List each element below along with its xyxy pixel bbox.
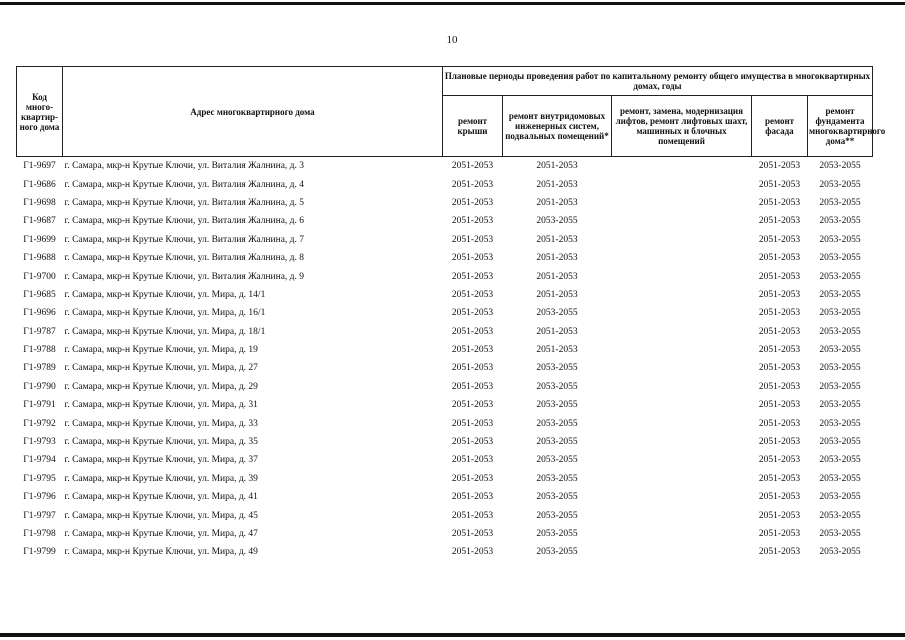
cell-facade: 2051-2053 (758, 216, 801, 227)
cell-systems: 2053-2055 (536, 308, 578, 319)
table-row (17, 157, 873, 176)
table-row (17, 506, 873, 524)
table-row (17, 470, 873, 488)
top-rule (0, 2, 905, 5)
cell-address: г. Самара, мкр-н Крутые Ключи, ул. Мира, д. 31 (64, 400, 258, 411)
cell-roof: 2051-2053 (451, 345, 494, 356)
cell-code: Г1-9797 (23, 510, 56, 521)
cell-facade: 2051-2053 (758, 197, 801, 208)
cell-lifts (612, 341, 752, 359)
cell-foundation: 2053-2055 (819, 179, 861, 190)
cell-lifts (612, 359, 752, 377)
table-row (17, 286, 873, 304)
cell-code: Г1-9793 (23, 437, 56, 448)
cell-roof: 2051-2053 (451, 363, 494, 374)
cell-facade: 2051-2053 (758, 271, 801, 282)
cell-systems: 2053-2055 (536, 216, 578, 227)
cell-address: г. Самара, мкр-н Крутые Ключи, ул. Виталия Жалнина, д. 7 (64, 234, 305, 245)
cell-foundation: 2053-2055 (819, 289, 861, 300)
cell-systems: 2053-2055 (536, 363, 578, 374)
cell-lifts (612, 414, 752, 432)
cell-roof: 2051-2053 (451, 179, 494, 190)
cell-code: Г1-9696 (23, 308, 56, 319)
cell-systems: 2053-2055 (536, 400, 578, 411)
cell-foundation: 2053-2055 (819, 418, 861, 429)
cell-roof: 2051-2053 (451, 326, 494, 337)
cell-lifts (612, 451, 752, 469)
bottom-rule (0, 633, 905, 637)
cell-address: г. Самара, мкр-н Крутые Ключи, ул. Виталия Жалнина, д. 6 (64, 216, 305, 227)
cell-foundation: 2053-2055 (819, 161, 861, 172)
cell-address: г. Самара, мкр-н Крутые Ключи, ул. Мира, д. 14/1 (64, 289, 266, 300)
header-systems: ремонт внутридомовых инженерных систем, подвальных помещений* (503, 96, 612, 157)
cell-systems: 2051-2053 (536, 179, 578, 190)
cell-systems: 2051-2053 (536, 271, 578, 282)
table-row (17, 414, 873, 432)
cell-foundation: 2053-2055 (819, 400, 861, 411)
cell-systems: 2053-2055 (536, 547, 578, 558)
cell-foundation: 2053-2055 (819, 547, 861, 558)
cell-facade: 2051-2053 (758, 400, 801, 411)
cell-lifts (612, 304, 752, 322)
cell-lifts (612, 525, 752, 543)
cell-roof: 2051-2053 (451, 253, 494, 264)
cell-roof: 2051-2053 (451, 400, 494, 411)
header-roof: ремонт крыши (443, 96, 503, 157)
cell-facade: 2051-2053 (758, 345, 801, 356)
table-row (17, 267, 873, 285)
cell-facade: 2051-2053 (758, 161, 801, 172)
cell-systems: 2051-2053 (536, 253, 578, 264)
cell-facade: 2051-2053 (758, 326, 801, 337)
cell-facade: 2051-2053 (758, 437, 801, 448)
cell-address: г. Самара, мкр-н Крутые Ключи, ул. Мира, д. 33 (64, 418, 258, 429)
cell-systems: 2053-2055 (536, 473, 578, 484)
cell-code: Г1-9790 (23, 381, 56, 392)
cell-roof: 2051-2053 (451, 161, 494, 172)
cell-roof: 2051-2053 (451, 437, 494, 448)
cell-lifts (612, 323, 752, 341)
cell-code: Г1-9794 (23, 455, 56, 466)
cell-roof: 2051-2053 (451, 492, 494, 503)
cell-facade: 2051-2053 (758, 179, 801, 190)
cell-lifts (612, 433, 752, 451)
cell-lifts (612, 396, 752, 414)
cell-address: г. Самара, мкр-н Крутые Ключи, ул. Мира, д. 35 (64, 437, 258, 448)
cell-facade: 2051-2053 (758, 418, 801, 429)
cell-facade: 2051-2053 (758, 363, 801, 374)
cell-code: Г1-9788 (23, 345, 56, 356)
cell-systems: 2053-2055 (536, 437, 578, 448)
cell-lifts (612, 506, 752, 524)
cell-facade: 2051-2053 (758, 253, 801, 264)
cell-systems: 2051-2053 (536, 326, 578, 337)
cell-code: Г1-9799 (23, 547, 56, 558)
cell-code: Г1-9697 (23, 161, 56, 172)
cell-roof: 2051-2053 (451, 308, 494, 319)
cell-facade: 2051-2053 (758, 455, 801, 466)
cell-systems: 2053-2055 (536, 455, 578, 466)
cell-lifts (612, 212, 752, 230)
table-row (17, 488, 873, 506)
cell-lifts (612, 249, 752, 267)
table-row (17, 396, 873, 414)
cell-address: г. Самара, мкр-н Крутые Ключи, ул. Виталия Жалнина, д. 3 (64, 161, 305, 172)
cell-foundation: 2053-2055 (819, 308, 861, 319)
table-row (17, 433, 873, 451)
cell-code: Г1-9789 (23, 363, 56, 374)
cell-systems: 2053-2055 (536, 492, 578, 503)
cell-facade: 2051-2053 (758, 547, 801, 558)
cell-foundation: 2053-2055 (819, 234, 861, 245)
cell-foundation: 2053-2055 (819, 492, 861, 503)
cell-roof: 2051-2053 (451, 216, 494, 227)
cell-foundation: 2053-2055 (819, 345, 861, 356)
cell-code: Г1-9688 (23, 253, 56, 264)
cell-foundation: 2053-2055 (819, 510, 861, 521)
header-code: Код много-квартир-ного дома (17, 67, 63, 157)
cell-roof: 2051-2053 (451, 529, 494, 539)
cell-address: г. Самара, мкр-н Крутые Ключи, ул. Мира, д. 41 (64, 492, 258, 503)
cell-systems: 2051-2053 (536, 234, 578, 245)
cell-roof: 2051-2053 (451, 271, 494, 282)
cell-roof: 2051-2053 (451, 381, 494, 392)
cell-address: г. Самара, мкр-н Крутые Ключи, ул. Виталия Жалнина, д. 4 (64, 179, 305, 190)
cell-lifts (612, 194, 752, 212)
cell-address: г. Самара, мкр-н Крутые Ключи, ул. Мира, д. 29 (64, 381, 258, 392)
cell-code: Г1-9798 (23, 529, 56, 539)
cell-address: г. Самара, мкр-н Крутые Ключи, ул. Виталия Жалнина, д. 5 (64, 197, 305, 208)
cell-systems: 2053-2055 (536, 418, 578, 429)
header-address: Адрес многоквартирного дома (63, 67, 443, 157)
cell-systems: 2051-2053 (536, 197, 578, 208)
table-row (17, 525, 873, 543)
cell-code: Г1-9700 (23, 271, 56, 282)
cell-address: г. Самара, мкр-н Крутые Ключи, ул. Мира, д. 18/1 (64, 326, 266, 337)
table-row (17, 359, 873, 377)
cell-foundation: 2053-2055 (819, 216, 861, 227)
cell-code: Г1-9787 (23, 326, 56, 337)
cell-lifts (612, 470, 752, 488)
cell-code: Г1-9795 (23, 473, 56, 484)
cell-address: г. Самара, мкр-н Крутые Ключи, ул. Мира, д. 47 (64, 529, 258, 539)
page-number: 10 (446, 34, 458, 46)
header-foundation: ремонт фундамента многоквартирного дома** (808, 96, 873, 157)
cell-roof: 2051-2053 (451, 473, 494, 484)
cell-foundation: 2053-2055 (819, 253, 861, 264)
cell-lifts (612, 286, 752, 304)
cell-foundation: 2053-2055 (819, 271, 861, 282)
cell-address: г. Самара, мкр-н Крутые Ключи, ул. Мира, д. 19 (64, 345, 258, 356)
header-facade: ремонт фасада (752, 96, 808, 157)
cell-code: Г1-9685 (23, 289, 56, 300)
cell-lifts (612, 543, 752, 561)
cell-foundation: 2053-2055 (819, 197, 861, 208)
cell-foundation: 2053-2055 (819, 473, 861, 484)
cell-systems: 2051-2053 (536, 161, 578, 172)
cell-lifts (612, 157, 752, 176)
cell-address: г. Самара, мкр-н Крутые Ключи, ул. Мира, д. 27 (64, 363, 258, 374)
cell-facade: 2051-2053 (758, 234, 801, 245)
cell-lifts (612, 231, 752, 249)
cell-systems: 2053-2055 (536, 381, 578, 392)
cell-code: Г1-9792 (23, 418, 56, 429)
cell-address: г. Самара, мкр-н Крутые Ключи, ул. Мира, д. 16/1 (64, 308, 266, 319)
table-row (17, 175, 873, 193)
cell-address: г. Самара, мкр-н Крутые Ключи, ул. Виталия Жалнина, д. 8 (64, 253, 305, 264)
cell-address: г. Самара, мкр-н Крутые Ключи, ул. Мира, д. 49 (64, 547, 258, 558)
cell-systems: 2051-2053 (536, 345, 578, 356)
cell-code: Г1-9796 (23, 492, 56, 503)
table-row (17, 194, 873, 212)
cell-roof: 2051-2053 (451, 510, 494, 521)
header-planned-periods: Плановые периоды проведения работ по капитальному ремонту общего имущества в многоквартирных домах, годы (443, 67, 873, 96)
cell-foundation: 2053-2055 (819, 363, 861, 374)
cell-address: г. Самара, мкр-н Крутые Ключи, ул. Мира, д. 45 (64, 510, 258, 521)
cell-code: Г1-9686 (23, 179, 56, 190)
cell-lifts (612, 378, 752, 396)
cell-roof: 2051-2053 (451, 547, 494, 558)
table-row (17, 543, 873, 561)
cell-code: Г1-9698 (23, 197, 56, 208)
table-row (17, 249, 873, 267)
cell-code: Г1-9791 (23, 400, 56, 411)
table-row (17, 378, 873, 396)
cell-facade: 2051-2053 (758, 289, 801, 300)
cell-foundation: 2053-2055 (819, 381, 861, 392)
cell-facade: 2051-2053 (758, 492, 801, 503)
cell-address: г. Самара, мкр-н Крутые Ключи, ул. Виталия Жалнина, д. 9 (64, 271, 305, 282)
table-row (17, 451, 873, 469)
cell-foundation: 2053-2055 (819, 529, 861, 539)
cell-facade: 2051-2053 (758, 510, 801, 521)
cell-roof: 2051-2053 (451, 289, 494, 300)
cell-foundation: 2053-2055 (819, 437, 861, 448)
cell-roof: 2051-2053 (451, 418, 494, 429)
cell-foundation: 2053-2055 (819, 455, 861, 466)
table-row (17, 304, 873, 322)
cell-address: г. Самара, мкр-н Крутые Ключи, ул. Мира, д. 39 (64, 473, 258, 484)
table-row (17, 341, 873, 359)
table-row (17, 323, 873, 341)
cell-address: г. Самара, мкр-н Крутые Ключи, ул. Мира, д. 37 (64, 455, 258, 466)
cell-facade: 2051-2053 (758, 381, 801, 392)
table-body (17, 157, 873, 562)
cell-lifts (612, 267, 752, 285)
capital-repair-table (16, 66, 886, 562)
header-lifts: ремонт, замена, модернизация лифтов, ремонт лифтовых шахт, машинных и блочных помещений (612, 96, 752, 157)
cell-code: Г1-9687 (23, 216, 56, 227)
cell-roof: 2051-2053 (451, 197, 494, 208)
cell-roof: 2051-2053 (451, 455, 494, 466)
cell-systems: 2053-2055 (536, 510, 578, 521)
table-row (17, 212, 873, 230)
cell-code: Г1-9699 (23, 234, 56, 245)
cell-systems: 2051-2053 (536, 289, 578, 300)
table-row (17, 231, 873, 249)
cell-facade: 2051-2053 (758, 529, 801, 539)
cell-lifts (612, 488, 752, 506)
cell-lifts (612, 175, 752, 193)
cell-systems: 2053-2055 (536, 529, 578, 539)
cell-facade: 2051-2053 (758, 308, 801, 319)
cell-roof: 2051-2053 (451, 234, 494, 245)
cell-facade: 2051-2053 (758, 473, 801, 484)
cell-foundation: 2053-2055 (819, 326, 861, 337)
